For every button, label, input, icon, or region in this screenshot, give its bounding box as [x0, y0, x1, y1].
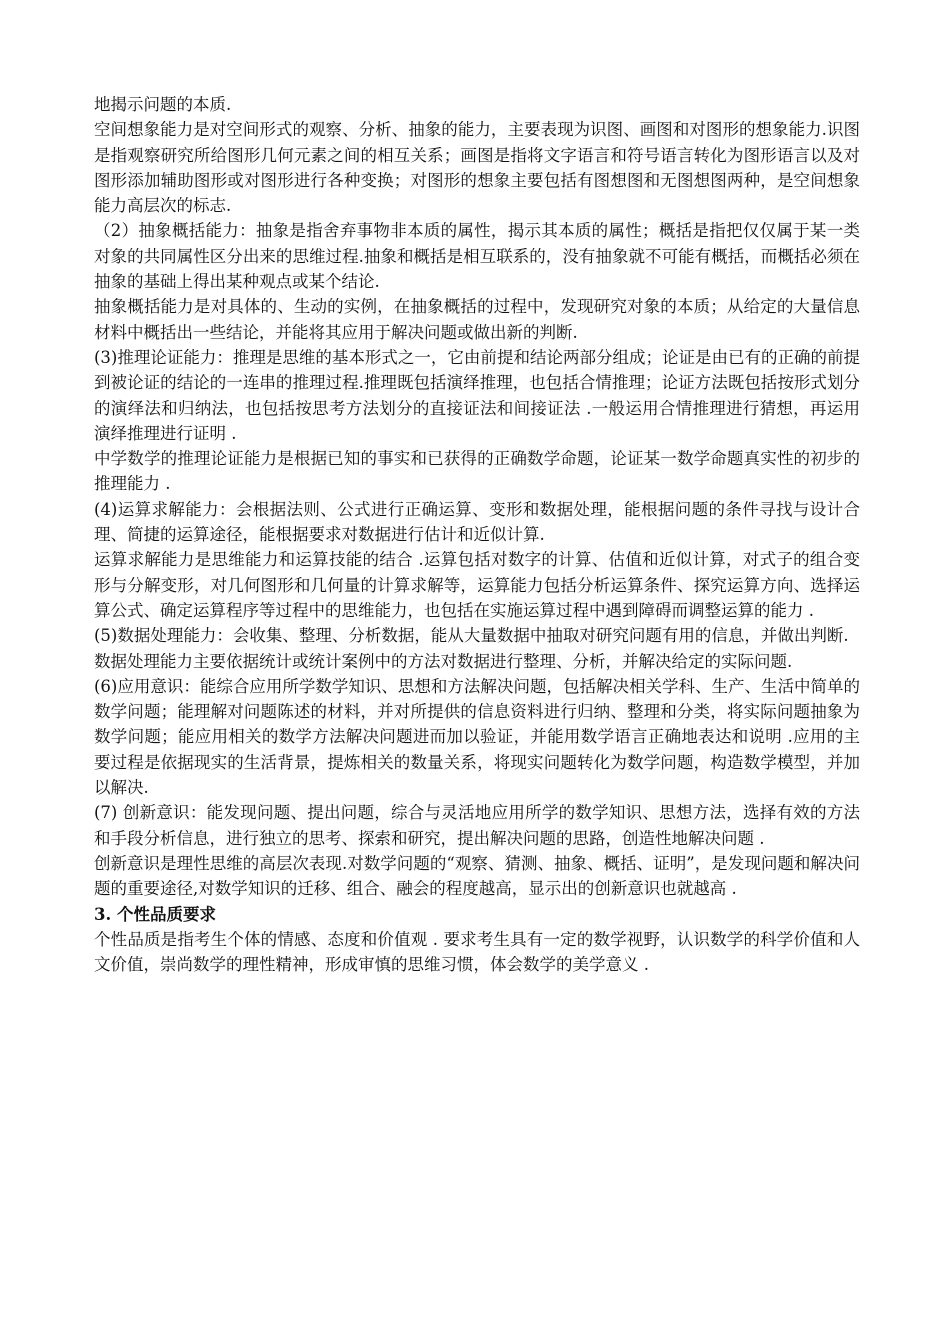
paragraph-spatial-imagination: 空间想象能力是对空间形式的观察、分析、抽象的能力，主要表现为识图、画图和对图形的想象能力.识图是指观察研究所给图形几何元素之间的相互关系；画图是指将文字语言和符号语言转化为图形语言以及对图形添加辅助图形或对图形进行各种变换；对图形的想象主要包括有图想图和无图想图两种，是空间想象能力高层次的标志. [94, 120, 860, 216]
paragraph-personal-quality: 个性品质是指考生个体的情感、态度和价值观 . 要求考生具有一定的数学视野，认识数学的科学价值和人文价值，崇尚数学的理性精神，形成审慎的思维习惯，体会数学的美学意义 . [94, 929, 860, 975]
paragraph-application-awareness: (6)应用意识：能综合应用所学数学知识、思想和方法解决问题，包括解决相关学科、生产、生活中简单的数学问题；能理解对问题陈述的材料，并对所提供的信息资料进行归纳、整理和分类，将实际问题抽象为数学问题；能应用相关的数学方法解决问题进而加以验证，并能用数学语言正确地表达和说明 .应用的主要过程是依据现实的生活背景，提炼相关的数量关系，将现实问题转化为数学问题，构造数学模型，并加以解决. [94, 676, 860, 798]
paragraph-computation-detail: 运算求解能力是思维能力和运算技能的结合 .运算包括对数字的计算、估值和近似计算，对式子的组合变形与分解变形，对几何图形和几何量的计算求解等，运算能力包括分析运算条件、探究运算方向、选择运算公式、确定运算程序等过程中的思维能力，也包括在实施运算过程中遇到障碍而调整运算的能力 . [94, 550, 860, 620]
paragraph-data-processing-detail: 数据处理能力主要依据统计或统计案例中的方法对数据进行整理、分析，并解决给定的实际问题. [94, 651, 793, 671]
document-page [94, 92, 860, 977]
paragraph-innovation-awareness: (7) 创新意识：能发现问题、提出问题，综合与灵活地应用所学的数学知识、思想方法，选择有效的方法和手段分析信息，进行独立的思考、探索和研究，提出解决问题的思路，创造性地解决问题 . [94, 803, 860, 848]
paragraph-reasoning-detail: 中学数学的推理论证能力是根据已知的事实和已获得的正确数学命题，论证某一数学命题真实性的初步的推理能力 . [94, 449, 860, 494]
paragraph-reasoning-ability: (3)推理论证能力：推理是思维的基本形式之一，它由前提和结论两部分组成；论证是由已有的正确的前提到被论证的结论的一连串的推理过程.推理既包括演绎推理，也包括合情推理；论证方法既包括按形式划分的演绎法和归纳法，也包括按思考方法划分的直接证法和间接证法 .一般运用合情推理进行猜想，再运用演绎推理进行证明 . [94, 347, 860, 443]
paragraph-innovation-detail: 创新意识是理性思维的高层次表现.对数学问题的“观察、猜测、抽象、概括、证明”，是发现问题和解决问题的重要途径,对数学知识的迁移、组合、融会的程度越高，显示出的创新意识也就越高 . [94, 853, 860, 899]
paragraph-abstraction-ability: （2）抽象概括能力：抽象是指舍弃事物非本质的属性，揭示其本质的属性；概括是指把仅仅属于某一类对象的共同属性区分出来的思维过程.抽象和概括是相互联系的，没有抽象就不可能有概括，而概括必须在抽象的基础上得出某种观点或某个结论. [94, 221, 860, 292]
section-heading: 3. 个性品质要求 [94, 904, 216, 924]
paragraph-data-processing: (5)数据处理能力：会收集、整理、分析数据，能从大量数据中抽取对研究问题有用的信息，并做出判断. [94, 626, 849, 646]
paragraph-computation-ability: (4)运算求解能力：会根据法则、公式进行正确运算、变形和数据处理，能根据问题的条件寻找与设计合理、简捷的运算途径，能根据要求对数据进行估计和近似计算. [94, 499, 860, 545]
paragraph-abstraction-detail: 抽象概括能力是对具体的、生动的实例，在抽象概括的过程中，发现研究对象的本质；从给定的大量信息材料中概括出一些结论，并能将其应用于解决问题或做出新的判断. [94, 297, 860, 342]
paragraph-intro-end: 地揭示问题的本质. [94, 95, 232, 114]
